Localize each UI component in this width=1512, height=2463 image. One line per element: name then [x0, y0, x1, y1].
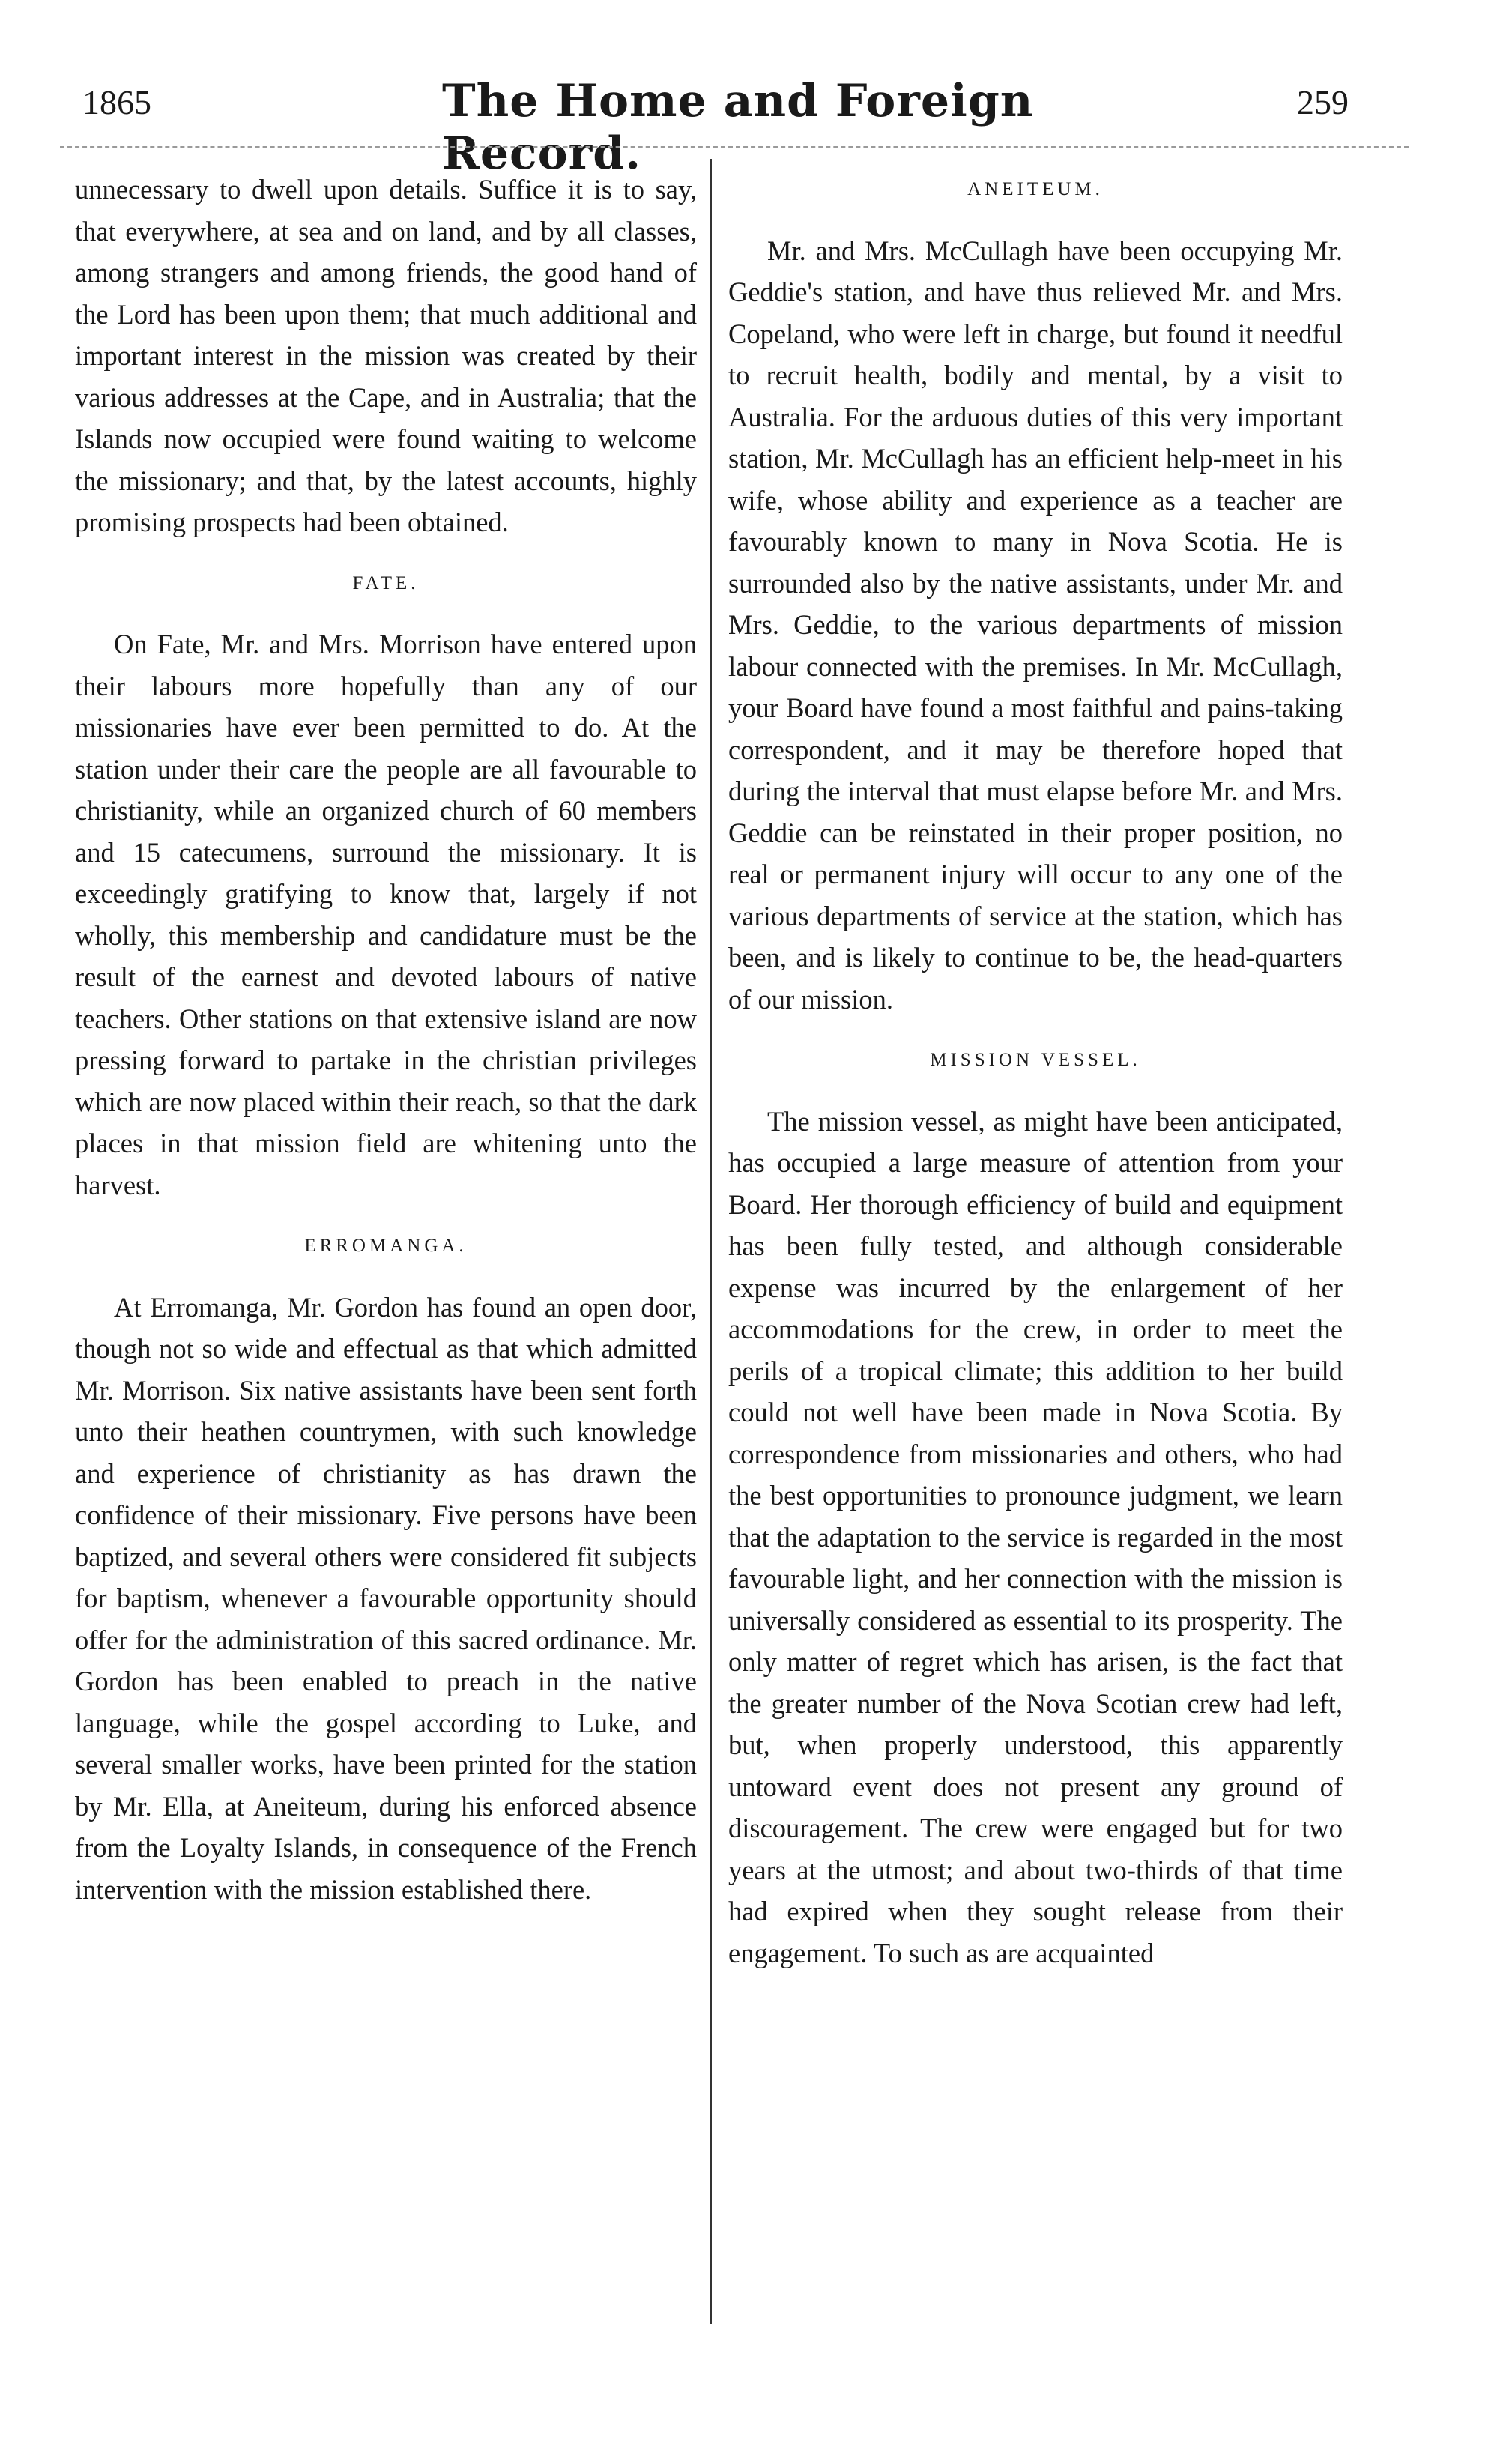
journal-title: The Home and Foreign Record.	[442, 75, 1034, 180]
paragraph-fate: On Fate, Mr. and Mrs. Morrison have entered upon their labours more hopefully than any of our missionaries have ever been permitted to do. At the station under their care the people are all favourable to christianity, while an organized church of 60 members and 15 catecumens, surround the missionary. It is exceedingly gratifying to know that, largely if not wholly, this membership and candidature must be the result of the earnest and devoted labours of native teachers. Other stations on that extensive island are now pressing forward to partake in the christian privileges which are now placed within their reach, so that the dark places in that mission field are whitening unto the harvest.	[75, 629, 697, 1200]
paragraph-erromanga: At Erromanga, Mr. Gordon has found an open door, though not so wide and effectual as that which admitted Mr. Morrison. Six native assistants have been sent forth unto their heathen countrymen, with such knowledge and experience of christianity as has drawn the confidence of their missionary. Five persons have been baptized, and several others were considered fit subjects for baptism, whenever a favourable opportunity should offer for the administration of this sacred ordinance. Mr. Gordon has been enabled to preach in the native language, while the gospel according to Luke, and several smaller works, have been printed for the station by Mr. Ella, at Aneiteum, during his enforced absence from the Loyalty Islands, in consequence of the French intervention with the mission established there.	[75, 1291, 697, 1905]
page-number: 259	[1297, 83, 1349, 121]
section-title-fate: FATE.	[352, 572, 420, 593]
header-year: 1865	[82, 83, 151, 121]
paragraph-aneiteum: Mr. and Mrs. McCullagh have been occupying Mr. Geddie's station, and have thus relieved Mr. and Mrs. Copeland, who were left in charge, but found it needful to recruit health, bodily and mental, by a visit to Australia. For the arduous duties of this very important station, Mr. McCullagh has an efficient help-meet in his wife, whose ability and experience as a teacher are favourably known to many in Nova Scotia. He is surrounded also by the native assistants, under Mr. and Mrs. Geddie, to the various departments of mission labour connected with the premises. In Mr. McCullagh, your Board have found a most faithful and pains-taking correspondent, and it may be therefore hoped that during the interval that must elapse before Mr. and Mrs. Geddie can be reinstated in their proper position, no real or permanent injury will occur to any one of the various departments of service at the station, which has been, and is likely to continue to be, the head-quarters of our mission.	[728, 235, 1343, 1015]
paragraph-mission-vessel: The mission vessel, as might have been anticipated, has occupied a large measure of attention from your Board. Her thorough efficiency of build and equipment has been fully tested, and although considerable expense was incurred by the enlargement of her accommodations for the crew, in order to meet the perils of a tropical climate; this addition to her build could not well have been made in Nova Scotia. By correspondence from missionaries and others, who had the best opportunities to pronounce judgment, we learn that the adaptation to the service is regarded in the most favourable light, and her connection with the mission is universally considered as essential to its prosperity. The only matter of regret which has arisen, is the fact that the greater number of the Nova Scotian crew had left, but, when properly understood, this apparently untoward event does not present any ground of discouragement. The crew were engaged but for two years at the utmost; and about two-thirds of that time had expired when they sought release from their engagement. To such as are acquainted	[728, 1105, 1343, 1968]
section-title-aneiteum: ANEITEUM.	[967, 179, 1104, 199]
section-title-erromanga: ERROMANGA.	[304, 1236, 468, 1256]
paragraph-continuation: unnecessary to dwell upon details. Suffice it is to say, that everywhere, at sea and on land, and by all classes, among strangers and among friends, the good hand of the Lord has been upon them; that much additional and important interest in the mission was created by their various addresses at the Cape, and in Australia; that the Islands now occupied were found waiting to welcome the missionary; and that, by the latest accounts, highly promising prospects had been obtained.	[75, 174, 697, 537]
page-header	[82, 75, 1431, 180]
right-column	[728, 169, 1343, 1974]
column-divider	[710, 159, 712, 2324]
header-rule	[60, 146, 1409, 148]
section-title-mission-vessel: MISSION VESSEL.	[930, 1050, 1141, 1070]
left-column	[75, 169, 697, 1910]
